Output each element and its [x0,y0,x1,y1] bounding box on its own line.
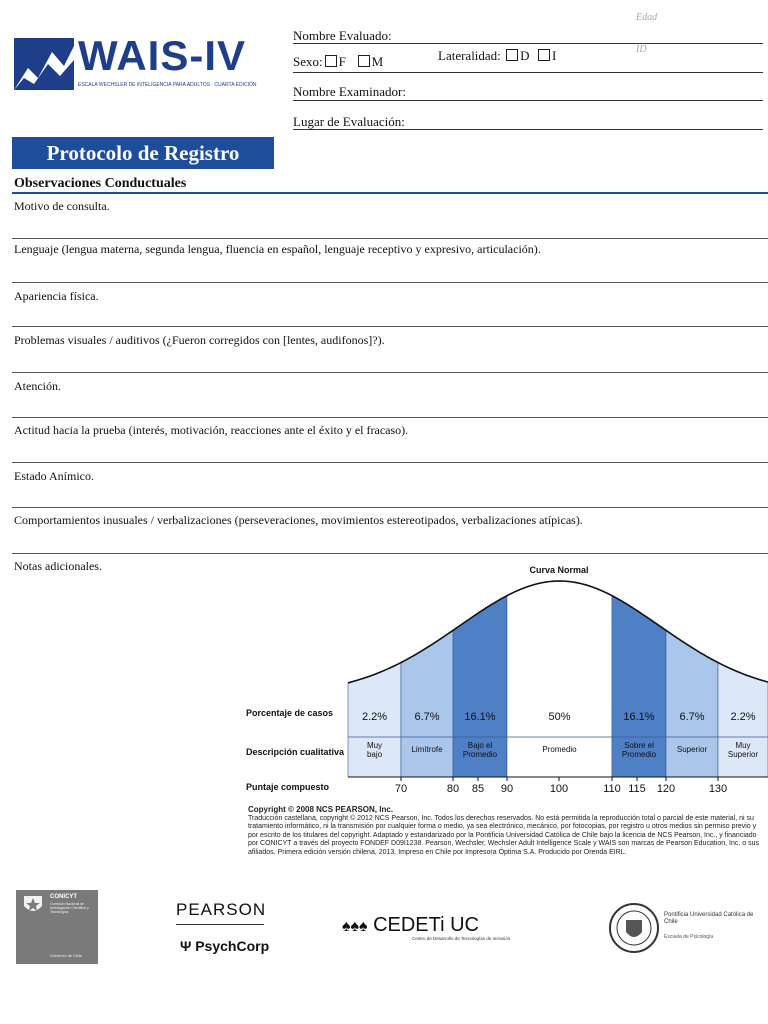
score-tick-label: 120 [656,783,676,795]
band-description: Promedio [462,750,498,759]
prompt-apariencia: Apariencia física. [14,289,99,303]
conicyt-subtitle: Comisión Nacional de Investigación Científica y Tecnológica [50,902,89,914]
band-description: Promedio [621,750,657,759]
row-label: Descripción cualitativa [246,747,345,757]
band-percentage: 16.1% [464,711,496,723]
prompt-problemas: Problemas visuales / auditivos (¿Fueron corregidos con [lentes, audifonos]?). [14,333,385,347]
band-percentage: 50% [548,711,571,723]
score-tick-label: 85 [471,783,485,795]
psychcorp-icon: Ψ [180,938,192,954]
conicyt-logo [16,890,98,964]
score-tick-label: 90 [500,783,514,795]
prompt-estado: Estado Anímico. [14,469,94,483]
prompt-atencion: Atención. [14,379,61,393]
score-tick-label: 130 [708,783,728,795]
prompt-actitud: Actitud hacia la prueba (interés, motivación, reacciones ante el éxito y el fracaso). [14,423,409,437]
band-description: Superior [676,745,708,754]
lugar-label: Lugar de Evaluación: [293,114,405,129]
band-description: Sobre el [624,741,654,750]
curve-band [666,630,718,777]
section-title: Observaciones Conductuales [14,176,187,191]
chile-shield-icon [22,894,44,916]
copyright-body: Traducción castellana, copyright © 2012 NCS Pearson, Inc. Todos los derechos reservados. No está permitida la reproducción total o parcial de este material, ni su tratamiento informático, ni la transmisión por cualquier forma o medio, ya sea electrónico, mecánico, por fotocopias, por registro u otros medios sin permiso previo y por escrito de los titulares del copyright. Adaptado y estandarizado por la Pontificia Universidad Católica de Chile bajo la licencia de NCS Pearson, Inc., y financiado por CONICYT a través del proyecto FONDEF D09I1238. Pearson, Wechsler, Wechsler Adult Intelligence Scale y WAIS son marcas de Pearson Education, Inc. o sus afiliados. Primera edición versión chilena, 2013. Impreso en Chile por Impresora Óptima S.A. Producido por Orenda EIRL. [248,814,759,856]
curve-band [401,630,453,777]
nombre-examinador-label: Nombre Examinador: [293,84,406,99]
band-description: bajo [366,750,383,759]
cedeti-subtitle: Centro de Desarrollo de Tecnologías de Inclusión [412,936,511,941]
lat-i-label: I [551,48,557,63]
band-description: Promedio [542,745,577,754]
psychcorp-logo [180,938,269,954]
conicyt-gov: Gobierno de Chile [50,953,83,958]
sexo-label: Sexo: [293,54,323,69]
band-percentage: 6.7% [679,711,705,723]
conicyt-name: CONICYT [50,894,77,900]
score-tick-label: 100 [549,783,569,795]
prompt-comportamientos: Comportamientos inusuales / verbalizaciones (perseveraciones, movimientos estereotipados, verbalizaciones atípicas). [14,513,583,527]
corner-note-id: ID [636,44,647,55]
score-tick-label: 80 [446,783,460,795]
band-description: Muy [366,741,383,750]
copyright-block [248,806,768,857]
lateralidad-label: Lateralidad: [438,48,501,63]
band-percentage: 6.7% [414,711,440,723]
score-tick-label: 70 [394,783,408,795]
cedeti-name: CEDETi UC [373,914,479,936]
row-label: Porcentaje de casos [246,708,334,718]
score-tick-label: 110 [603,783,621,795]
band-description: Muy [735,741,751,750]
pearson-logo: PEARSON [176,900,267,919]
pearson-divider [176,924,264,925]
row-label: Puntaje compuesto [246,782,330,792]
logo-title: WAIS-IV [78,32,247,79]
band-description: Superior [727,750,759,759]
sexo-f-label: F [338,54,346,69]
psychcorp-name: PsychCorp [195,938,270,954]
logo-subtitle: ESCALA WECHSLER DE INTELIGENCIA PARA ADULTOS · CUARTA EDICIÓN [78,82,257,88]
sexo-m-label: M [371,54,384,69]
cedeti-logo [342,914,479,937]
band-description: Limítrofe [411,745,443,754]
lat-d-label: D [520,48,530,63]
prompt-notas: Notas adicionales. [14,559,102,573]
score-tick-label: 115 [628,783,646,795]
curve-layer [246,565,768,795]
band-percentage: 16.1% [623,711,655,723]
puc-seal-icon [608,900,660,956]
band-percentage: 2.2% [730,711,756,723]
puc-name: Pontificia Universidad Católica de Chile [664,912,754,925]
protocol-banner: Protocolo de Registro [12,137,274,169]
curve-title: Curva Normal [529,565,589,575]
nombre-evaluado-label: Nombre Evaluado: [293,28,392,43]
puc-subtitle: Escuela de Psicología [664,934,714,940]
cedeti-figures-icon: ♠♠♠ [342,918,368,935]
copyright-title: Copyright © 2008 NCS PEARSON, Inc. [248,805,394,814]
band-percentage: 2.2% [361,711,388,723]
band-description: Bajo el [467,741,493,750]
prompt-motivo: Motivo de consulta. [14,199,110,213]
prompt-lenguaje: Lenguaje (lengua materna, segunda lengua, fluencia en español, lenguaje receptivo y expresivo, articulación). [14,242,541,256]
corner-note: Edad [636,12,658,23]
